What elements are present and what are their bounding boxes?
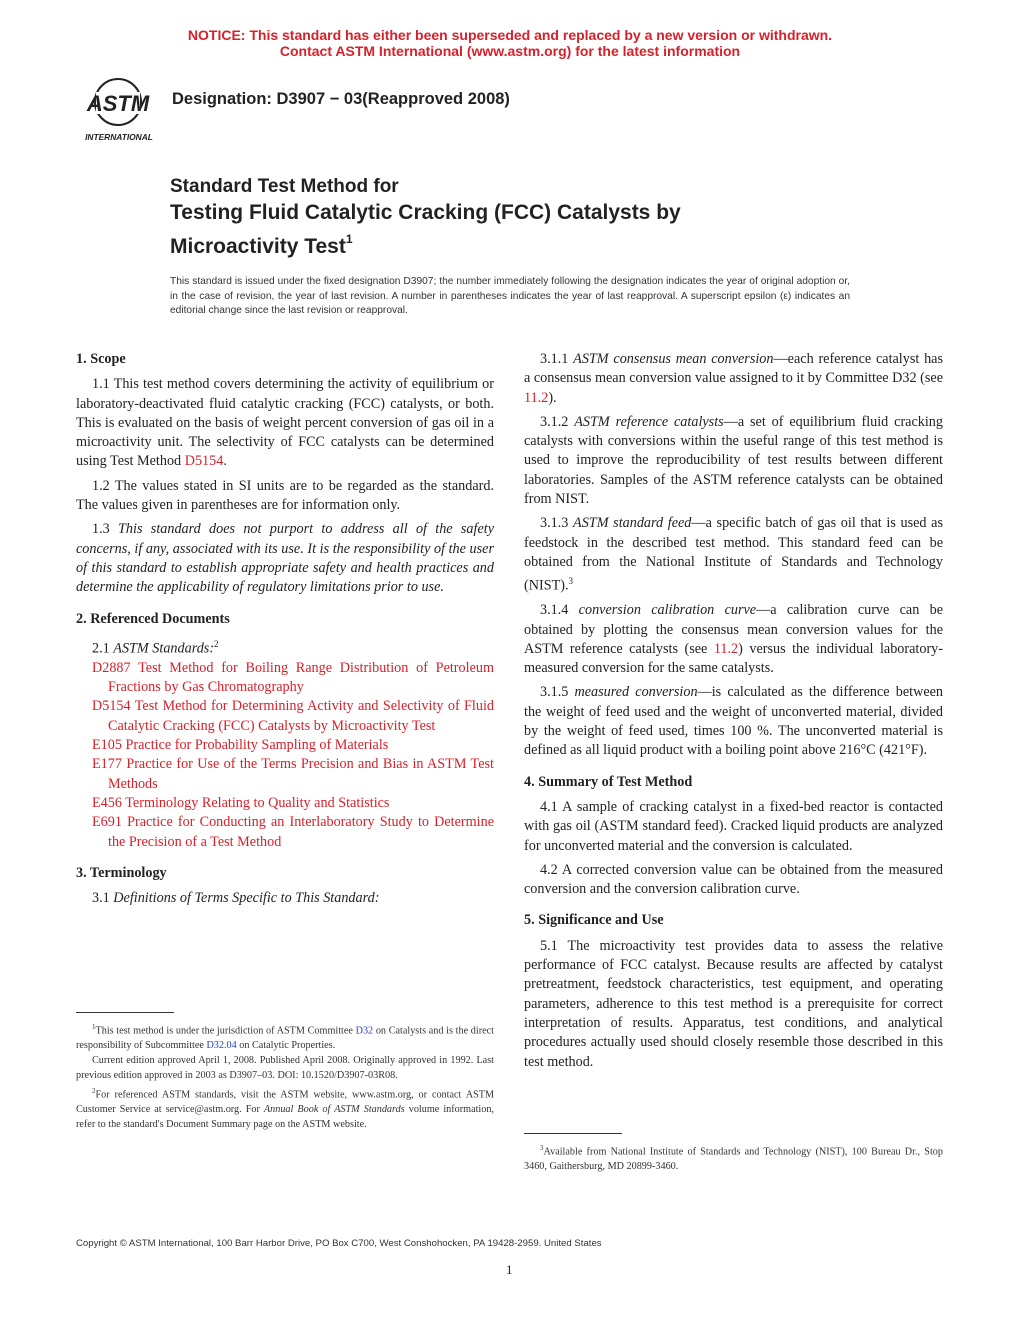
footnote-1-sup: 1	[92, 1023, 96, 1031]
reference-title[interactable]: Terminology Relating to Quality and Statistics	[125, 794, 390, 811]
reference-title[interactable]: Test Method for Boiling Range Distribution of Petroleum Fractions by Gas Chromatography	[108, 659, 494, 696]
reference-item[interactable]	[76, 659, 494, 698]
footnote-rule-left	[76, 1012, 174, 1013]
footnote-2-italic: Annual Book of ASTM Standards	[263, 1103, 405, 1115]
significance-heading: 5. Significance and Use	[524, 912, 664, 929]
def-num: 3.1.5	[540, 684, 575, 701]
reference-list	[76, 659, 494, 852]
para-3-1-text: Definitions of Terms Specific to This Standard:	[113, 890, 380, 907]
def-num: 3.1.4	[540, 602, 579, 619]
def-text: —a specific batch of gas oil that is used as feedstock in the described test method. This standard feed can be obtained from the National Institute of Standards and Technology (NIST).	[524, 515, 943, 594]
footnote-1-text-a: This test method is under the jurisdiction of ASTM Committee	[95, 1025, 356, 1037]
reference-title[interactable]: Practice for Use of the Terms Precision and Bias in ASTM Test Methods	[108, 756, 494, 792]
reference-item[interactable]	[76, 736, 494, 755]
footnotes-left	[76, 1020, 494, 1132]
designation: Designation: D3907 − 03(Reapproved 2008)	[172, 90, 510, 108]
def-num: 3.1.3	[540, 515, 574, 532]
def-text: —a set of equilibrium fluid cracking catalysts with conversions within the useful range of this test method is used to improve the reproducibility of test results between different laboratories. Samples of the ASTM reference catalysts can be obtained from NIST.	[524, 413, 943, 508]
logo-mark: ASTM	[86, 91, 150, 116]
para-1-1-text: 1.1 This test method covers determining the activity of equilibrium or laboratory-deactivated fluid catalytic cracking (FCC) catalysts, or both. This is evaluated on the basis of weight percent conversion of gas oil in a microactivity unit. The selectivity of FCC catalysts can be determined using Test Method	[76, 376, 494, 470]
def-term: ASTM standard feed	[573, 515, 692, 532]
reference-code[interactable]: E456	[92, 794, 122, 811]
reference-code[interactable]: D2887	[92, 659, 131, 676]
def-num: 3.1.1	[540, 351, 574, 367]
footnote-3-text: Available from National Institute of Standards and Technology (NIST), 100 Bureau Dr., Stop 3460, Gaithersburg, MD 20899-3460.	[524, 1146, 943, 1173]
def-text: —each reference catalyst has a consensus mean conversion value assigned to it by Committee D32 (see	[524, 351, 943, 387]
footnote-2	[76, 1084, 494, 1133]
notice-line-1: NOTICE: This standard has either been superseded and replaced by a new version or withdrawn.	[187, 27, 833, 43]
def-term: measured conversion	[574, 684, 698, 701]
footnote-3-sup: 3	[540, 1144, 544, 1152]
def-end: ) versus the individual laboratory-measured conversion for the same catalysts.	[524, 640, 943, 677]
para-1-3	[76, 520, 494, 597]
title-line-2: Testing Fluid Catalytic Cracking (FCC) Catalysts by Microactivity Test	[170, 201, 681, 258]
reference-title[interactable]: Practice for Conducting an Interlaboratory Study to Determine the Precision of a Test Method	[108, 814, 494, 850]
link-d5154[interactable]: D5154	[184, 453, 224, 470]
reference-title[interactable]: Practice for Probability Sampling of Materials	[125, 737, 389, 754]
def-3-1-5	[524, 683, 943, 760]
logo-subtext: INTERNATIONAL	[85, 132, 153, 142]
right-column	[524, 350, 943, 1077]
reference-code[interactable]: E105	[92, 737, 122, 754]
reference-item[interactable]	[76, 755, 494, 794]
para-3-1-num: 3.1	[92, 890, 114, 907]
left-column	[76, 350, 494, 913]
scope-heading: 1. Scope	[76, 351, 126, 367]
reference-code[interactable]: D5154	[92, 698, 131, 715]
reference-item[interactable]	[76, 697, 494, 736]
footnotes-right	[524, 1141, 943, 1175]
summary-heading: 4. Summary of Test Method	[524, 773, 693, 790]
def-3-1-1	[524, 350, 943, 408]
para-2-1	[76, 635, 494, 659]
para-2-1-sup: 2	[214, 638, 219, 649]
para-5-1: 5.1 The microactivity test provides data to assess the relative performance of FCC catalyst. Because results are affected by catalyst pretreatment, feedstock characteristics, test equipment, and operating parameters, adherence to this test method is a prerequisite for correct interpretation of results. Apparatus, test conditions, and analytical procedures actually used should closely resemble those described in this test method.	[524, 937, 943, 1070]
terminology-heading: 3. Terminology	[76, 864, 167, 881]
footnote-3	[524, 1141, 943, 1175]
para-4-2: 4.2 A corrected conversion value can be obtained from the measured conversion and the conversion calibration curve.	[524, 861, 943, 898]
footnote-1-edition: Current edition approved April 1, 2008. Published April 2008. Originally approved in 1992. Last previous edition approved in 2003 as D3907–03. DOI: 10.1520/D3907-03R08.	[76, 1054, 494, 1081]
footnote-2-text-a: For referenced ASTM standards, visit the ASTM website, www.astm.org, or contact ASTM Customer Service at service@astm.org. For	[76, 1088, 494, 1115]
reference-title[interactable]: Test Method for Determining Activity and Selectivity of Fluid Catalytic Cracking (FCC) Catalysts by Microactivity Test	[108, 698, 494, 734]
notice-line-2: Contact ASTM International (www.astm.org) for the latest information	[279, 43, 741, 59]
copyright-footer: Copyright © ASTM International, 100 Barr Harbor Drive, PO Box C700, West Conshohocken, PA 19428-2959. United States	[76, 1238, 602, 1249]
title-line-1: Standard Test Method for	[170, 176, 399, 197]
reference-code[interactable]: E177	[92, 756, 122, 773]
footnote-2-sup: 2	[92, 1086, 96, 1095]
def-3-1-3	[524, 514, 943, 596]
footnote-rule-right	[524, 1133, 622, 1134]
astm-logo-graphic	[76, 76, 162, 144]
para-1-3-text: This standard does not purport to address all of the safety concerns, if any, associated with its use. It is the responsibility of the user of this standard to establish appropriate safety and health practices and determine the applicability of regulatory limitations prior to use.	[76, 521, 494, 596]
para-3-1	[76, 889, 494, 908]
def-term: ASTM reference catalysts	[574, 413, 724, 430]
link-d32[interactable]: D32	[355, 1025, 374, 1037]
para-1-3-num: 1.3	[92, 521, 119, 538]
def-term: conversion calibration curve	[578, 602, 757, 619]
link-11-2[interactable]: 11.2	[713, 640, 739, 657]
def-3-1-2	[524, 413, 943, 509]
def-num: 3.1.2	[540, 413, 575, 430]
para-1-1-end: .	[223, 453, 227, 470]
link-11-2[interactable]: 11.2	[524, 389, 549, 406]
refdocs-heading: 2. Referenced Documents	[76, 610, 230, 627]
footnote-1-text-b: on Catalysts and is the direct responsibility of Subcommittee	[76, 1025, 494, 1052]
footnote-1-text-c: on Catalytic Properties.	[236, 1040, 336, 1052]
footnote-2-text-b: volume information, refer to the standard's Document Summary page on the ASTM website.	[76, 1103, 494, 1130]
reference-code[interactable]: E691	[92, 814, 122, 831]
preamble: This standard is issued under the fixed designation D3907; the number immediately following the designation indicates the year of original adoption or, in the case of revision, the year of last revision. A number in parentheses indicates the year of last reapproval. A superscript epsilon (ε) indicates an editorial change since the last revision or reapproval.	[170, 276, 850, 317]
title-main	[170, 200, 810, 260]
reference-item[interactable]	[76, 794, 494, 813]
page-number: 1	[506, 1262, 513, 1277]
astm-logo	[76, 76, 162, 144]
footnote-1	[76, 1020, 494, 1054]
para-1-2: 1.2 The values stated in SI units are to be regarded as the standard. The values given in parentheses are for information only.	[76, 477, 494, 514]
def-text: —a calibration curve can be obtained by plotting the consensus mean conversion values for the ASTM reference catalysts (see	[524, 602, 943, 657]
def-term: ASTM consensus mean conversion	[573, 351, 774, 367]
link-d32-04[interactable]: D32.04	[206, 1040, 237, 1052]
reference-item[interactable]	[76, 813, 494, 852]
para-2-1-text: ASTM Standards:	[113, 640, 215, 657]
title-footnote-ref: 1	[345, 232, 353, 246]
def-text: —is calculated as the difference between the weight of feed used and the weight of unconverted material, divided by the weight of feed used, times 100 %. The unconverted material is defined as all liquid product with a boiling point above 216°C (421°F).	[524, 684, 944, 759]
def-3-1-4	[524, 601, 943, 678]
def-sup: 3	[568, 576, 574, 587]
para-2-1-num: 2.1	[92, 640, 114, 657]
para-4-1: 4.1 A sample of cracking catalyst in a fixed-bed reactor is contacted with gas oil (ASTM standard feed). Cracked liquid products are analyzed for unconverted material and the conversion is calculated.	[524, 798, 943, 854]
def-end: ).	[548, 389, 557, 406]
para-1-1	[76, 375, 494, 471]
